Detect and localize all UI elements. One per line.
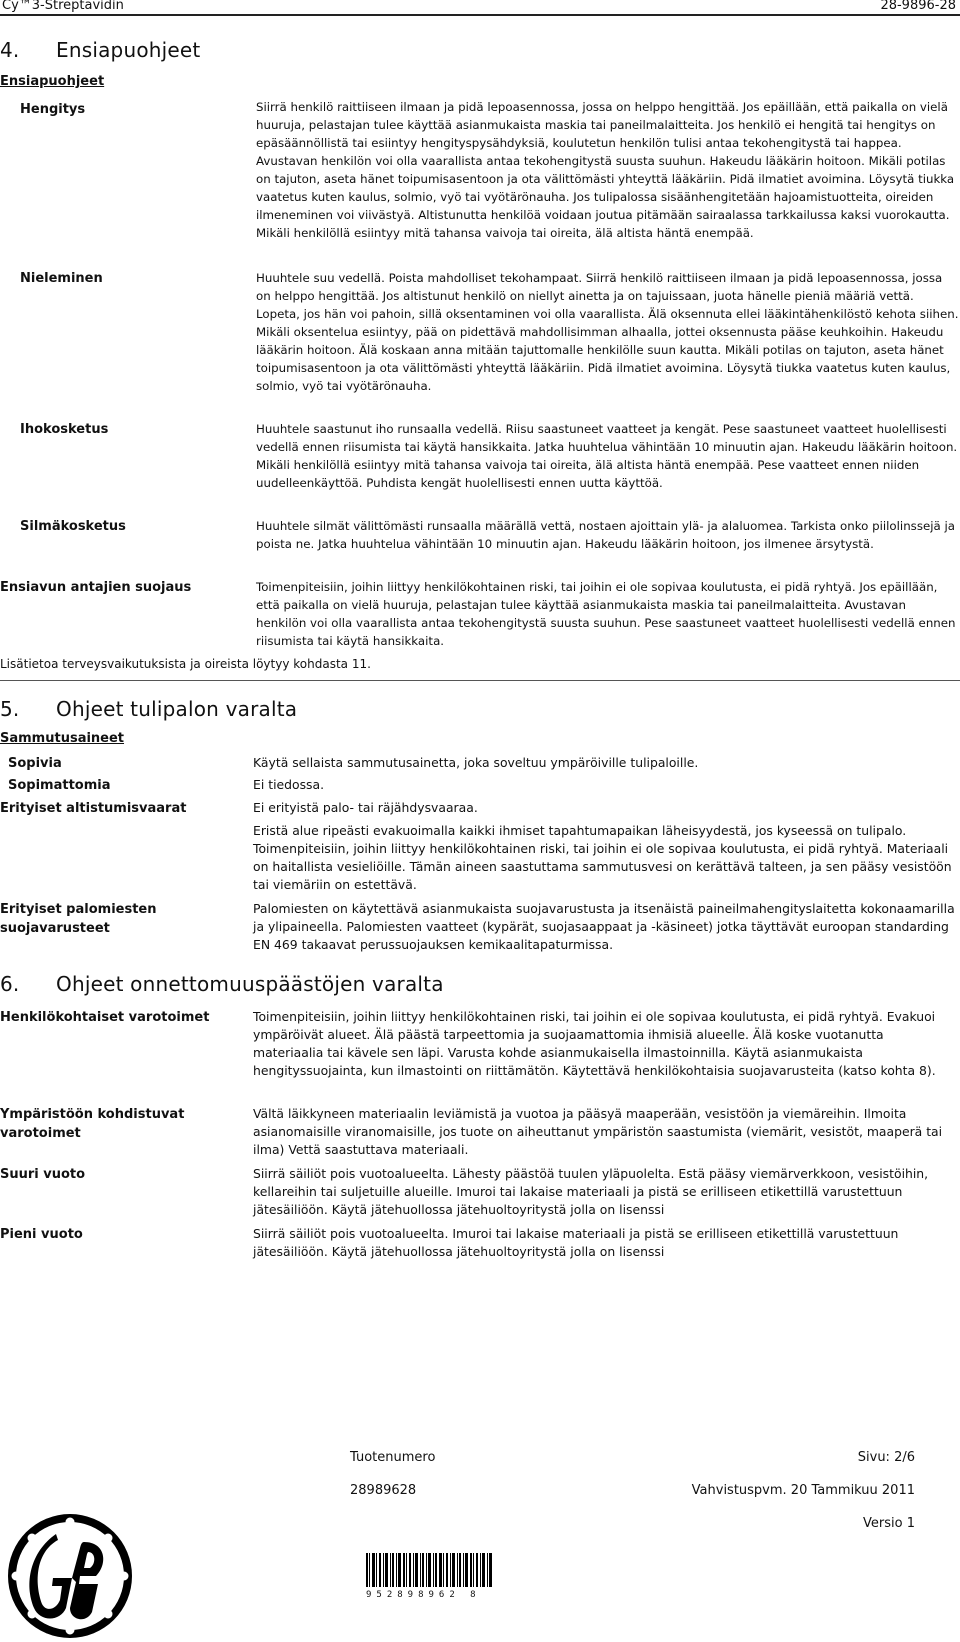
product-number-label: Tuotenumero (350, 1450, 436, 1465)
text-silmakosketus: Huuhtele silmät välittömästi runsaalla määrällä vettä, nostaen ajoittain ylä- ja alaluomea. Tarkista onko piilolinssejä ja poista ne. Jatka huuhtelua vähintään 10 minuutin ajan. Hakeudu lääkärin hoitoon, jos ilmenee ärsytystä. (256, 519, 955, 551)
label-silmakosketus: Silmäkosketus (20, 519, 126, 534)
text-palomiesten-suojavarusteet: Palomiesten on käytettävä asianmukaista suojavarustusta ja itsenäistä paineilmahengityslaitetta kokonaamarilla ja ylipaineella. Palomiesten vaatteet (kypärät, suojasaappaat ja -käsineet) jotka täyttävät euroopan standarding EN 469 takaavat perussuojauksen kemikaalitapaturmissa. (253, 901, 955, 952)
version: Versio 1 (863, 1516, 915, 1531)
product-number: 28989628 (350, 1483, 417, 1498)
page-number: Sivu: 2/6 (857, 1450, 915, 1465)
label-pieni-vuoto: Pieni vuoto (0, 1227, 83, 1242)
product-code: 28-9896-28 (880, 0, 956, 13)
validation-date: Vahvistuspvm. 20 Tammikuu 2011 (691, 1483, 915, 1498)
label-sopimattomia: Sopimattomia (8, 778, 111, 793)
product-name: Cy™3-Streptavidin (2, 0, 124, 13)
barcode-digits: 952898962 8 (366, 1590, 481, 1600)
label-suuri-vuoto: Suuri vuoto (0, 1167, 86, 1182)
label-erityiset-altistumisvaarat: Erityiset altistumisvaarat (0, 801, 187, 816)
text-sopimattomia: Ei tiedossa. (253, 777, 325, 792)
text-hengitys: Siirrä henkilö raittiiseen ilmaan ja pidä lepoasennossa, jossa on helppo hengittää. Jos epäillään, että paikalla on vielä huuruja, pelastajan tulee käyttää asianmukaista maskia tai paneilmalaitteita. Jos henkilö ei hengitä tai hengitys on epäsäännöllistä tai esiintyy hengityspysähdyksiä, koulutetun henkilön tulisi antaa tekohengitystä tai happea. Avustavan henkilön voi olla vaarallista antaa tekohengitystä suusta suuhun. Hakeudu lääkärin hoitoon. Mikäli potilas on tajuton, aseta hänet toipumisasentoon ja ota välittömästi yhteyttä lääkäriin. Pidä ilmatiet avoimina. Löysytä tiukka vaatetus kuten kaulus, solmio, vyö tai vyötärönauha. Jos tulipalossa sisäänhengitetään hajoamistuotteita, oireiden ilmeneminen voi viivästyä. Altistunutta henkilöä voidaan joutua pitämään sairaalassa tarkkailussa kaksi vuorokautta. Mikäli henkilöllä esiintyy mitä tahansa vaivoja tai oireita, älä altista häntä enempää. (256, 100, 955, 240)
text-sopivia: Käytä sellaista sammutusainetta, joka soveltuu ympäröiville tulipaloille. (253, 755, 699, 770)
label-ymparistoon-kohdistuvat-varotoimet: Ympäristöön kohdistuvat varotoimet (0, 1107, 185, 1141)
text-suuri-vuoto: Siirrä säiliöt pois vuotoalueelta. Lähesty päästöä tuulen yläpuolelta. Estä pääsy viemärverkkoon, vesistöihin, kellareihin tai suljetuille alueille. Imuroi tai lakaise materiaali ja pistä se erilliseen etikettillä varustettuun jätesäiliöön. Käytä jätehuollossa jätehuoltoyritystä jolla on lisenssi (253, 1166, 929, 1217)
text-henkilokohtaiset-varotoimet: Toimenpiteisiin, joihin liittyy henkilökohtainen riski, tai joihin ei ole sopivaa koulutusta, ei pidä ryhtyä. Evakuoi ympäröivät alueet. Älä päästä tarpeettomia ja suojaamattomia ihmisiä alueelle. Älä koske vuotanutta materiaalia tai kävele sen läpi. Varusta kohde asianmukaisella ilmastoinnilla. Käytä asianmukaista hengityssuojainta, kun ilmastointi on riittämätön. Käytettävä henkilökohtaisia suojavarusteita (katso kohta 8). (253, 1009, 936, 1078)
text-nieleminen: Huuhtele suu vedellä. Poista mahdolliset tekohampaat. Siirrä henkilö raittiiseen ilmaan ja pidä lepoasennossa, jossa on helppo hengittää. Jos altistunut henkilö on niellyt ainetta ja on tajuissaan, juota hänelle pieniä määriä vettä. Lopeta, jos hän voi pahoin, sillä oksentaminen voi olla vaarallista. Älä oksennuta ellei lääkintähenkilöstö kehota siihen. Mikäli oksentelua esiintyy, pää on pidettävä mahdollisimman alhaalla, jottei oksennusta pääse keuhkoihin. Hakeudu lääkärin hoitoon. Älä koskaan anna mitään tajuttomalle henkilölle suun kautta. Mikäli potilas on tajuton, aseta hänet toipumisasentoon ja ota välittömästi yhteyttä lääkäriin. Pidä ilmatiet avoimina. Löysytä tiukka vaatetus kuten kaulus, solmio, vyö tai vyötärönauha. (256, 271, 959, 393)
text-ihokosketus: Huuhtele saastunut iho runsaalla vedellä. Riisu saastuneet vaatteet ja kengät. Pese saastuneet vaatteet huolellisesti vedellä ennen riisumista tai käytä hansikkaita. Jatka huuhtelua vähintään 10 minuutin ajan. Hakeudu lääkärin hoitoon. Mikäli henkilöllä esiintyy mitä tahansa vaivoja tai oireita, älä altista häntä enempää. Pese vaatteet ennen niiden uudelleenkäyttöä. Puhdista kengät huolellisesti ennen uutta käyttöä. (256, 422, 958, 490)
label-sopivia: Sopivia (8, 756, 62, 771)
section-4-note: Lisätietoa terveysvaikutuksista ja oireista löytyy kohdasta 11. (0, 657, 371, 671)
text-ymparistoon-kohdistuvat-varotoimet: Vältä läikkyneen materiaalin leviämistä ja vuotoa ja pääsyä maaperään, vesistöön ja viemäreihin. Ilmoita asianomaisille viranomaisille, jos tuote on aiheuttanut ympäristön saastumista (viemärit, vesistöt, maaperä tai ilma) Vettä saastuttava materiaali. (253, 1106, 943, 1157)
section-6-title: 6. Ohjeet onnettomuuspäästöjen varalta (0, 972, 444, 996)
page-header (0, 0, 960, 16)
text-ensiavun-antajien-suojaus: Toimenpiteisiin, joihin liittyy henkilökohtainen riski, tai joihin ei ole sopivaa koulutusta, ei pidä ryhtyä. Jos epäillään, että paikalla on vielä huuruja, pelastajan tulee käyttää asianmukaista maskia tai paneilmalaitteita. Avustavan henkilön voi olla vaarallista antaa tekohengitystä suusta suuhun. Pese saastuneet vaatteet huolellisesti vedellä ennen riisumista tai käytä hansikkaita. (256, 580, 956, 648)
section-4-subheading: Ensiapuohjeet (0, 74, 105, 89)
divider (0, 680, 960, 681)
section-5-subheading: Sammutusaineet (0, 731, 125, 746)
text-pieni-vuoto: Siirrä säiliöt pois vuotoalueelta. Imuroi tai lakaise materiaali ja pistä se erilliseen etikettillä varustettuun jätesäiliöön. Käytä jätehuollossa jätehuoltoyritystä jolla on lisenssi (253, 1226, 899, 1259)
text-erityiset-altistumisvaarat: Ei erityistä palo- tai räjähdysvaaraa. (253, 800, 478, 815)
text-eristys: Eristä alue ripeästi evakuoimalla kaikki ihmiset tapahtumapaikan läheisyydestä, jos kyseessä on tulipalo. Toimenpiteisiin, joihin liittyy henkilökohtainen riski, tai joihin ei ole sopivaa koulutusta, ei pidä ryhtyä. Materiaali on haitallista vesieliöille. Tämän aineen saastuttama sammutusvesi on kerättävä talteen, ja sen pääsy vesistöön tai viemäriin on estettävä. (253, 823, 952, 892)
label-hengitys: Hengitys (20, 102, 86, 117)
label-ihokosketus: Ihokosketus (20, 422, 109, 437)
label-nieleminen: Nieleminen (20, 271, 103, 286)
ge-logo-icon (6, 1512, 134, 1640)
barcode (366, 1553, 492, 1587)
section-5-title: 5. Ohjeet tulipalon varalta (0, 697, 298, 721)
label-erityiset-palomiesten-suojavarusteet: Erityiset palomiesten suojavarusteet (0, 902, 157, 936)
label-henkilokohtaiset-varotoimet: Henkilökohtaiset varotoimet (0, 1010, 210, 1025)
label-ensiavun-antajien-suojaus: Ensiavun antajien suojaus (0, 580, 192, 595)
section-4-title: 4. Ensiapuohjeet (0, 38, 201, 62)
